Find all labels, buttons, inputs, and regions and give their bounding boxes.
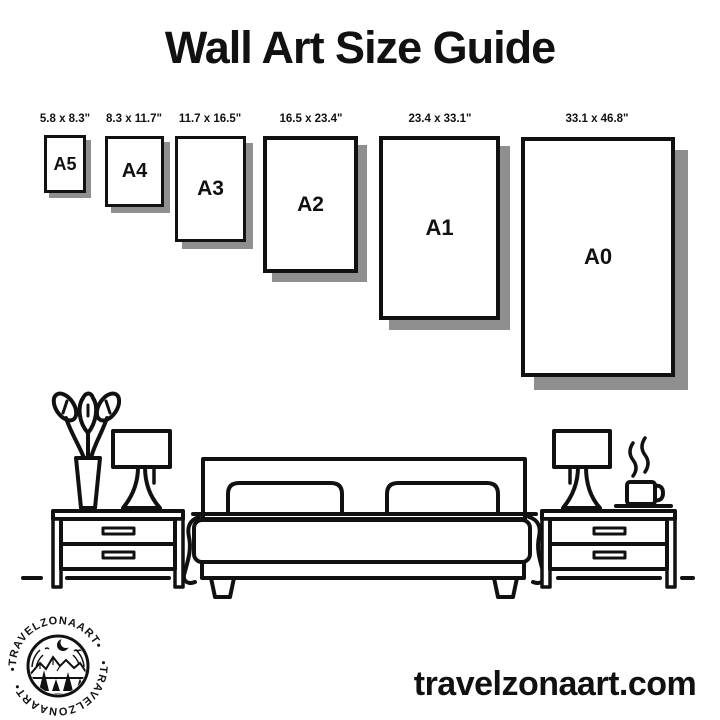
website-url: travelzonaart.com: [413, 665, 697, 703]
sheet-code-a1: A1: [425, 215, 454, 240]
size-caption-a1: 23.4 x 33.1": [408, 113, 472, 125]
sheet-a2: [263, 136, 358, 273]
sheet-code-a4: A4: [121, 160, 148, 182]
sheet-a0: [521, 137, 675, 377]
logo-arc-text-top: •TRAVELZONAART•: [7, 615, 105, 672]
bed-icon: [184, 459, 544, 597]
sheet-code-a2: A2: [297, 192, 324, 216]
size-caption-a2: 16.5 x 23.4": [279, 113, 343, 125]
page-title: Wall Art Size Guide: [164, 22, 556, 73]
sheet-a1: [379, 136, 500, 320]
sheet-code-a3: A3: [197, 177, 224, 200]
logo-arc-text-bottom: •TRAVELZONAART•: [11, 660, 109, 717]
table-lamp-left-icon: [113, 431, 170, 508]
sheet-a4: [105, 136, 164, 207]
brand-logo: [7, 615, 109, 717]
steam-icon: [630, 438, 648, 476]
size-caption-a5: 5.8 x 8.3": [39, 113, 91, 125]
size-caption-a3: 11.7 x 16.5": [178, 113, 242, 125]
sheet-a3: [175, 136, 246, 242]
table-lamp-right-icon: [554, 431, 610, 508]
sheet-a5: [44, 135, 86, 193]
sheet-code-a0: A0: [583, 244, 613, 269]
nightstand-right-icon: [542, 511, 675, 587]
size-caption-a4: 8.3 x 11.7": [106, 113, 162, 125]
sheet-code-a5: A5: [53, 153, 77, 174]
nightstand-left-icon: [53, 511, 183, 587]
coffee-cup-icon: [616, 438, 671, 506]
size-caption-a0: 33.1 x 46.8": [565, 113, 629, 125]
bedroom-illustration: [0, 385, 720, 600]
